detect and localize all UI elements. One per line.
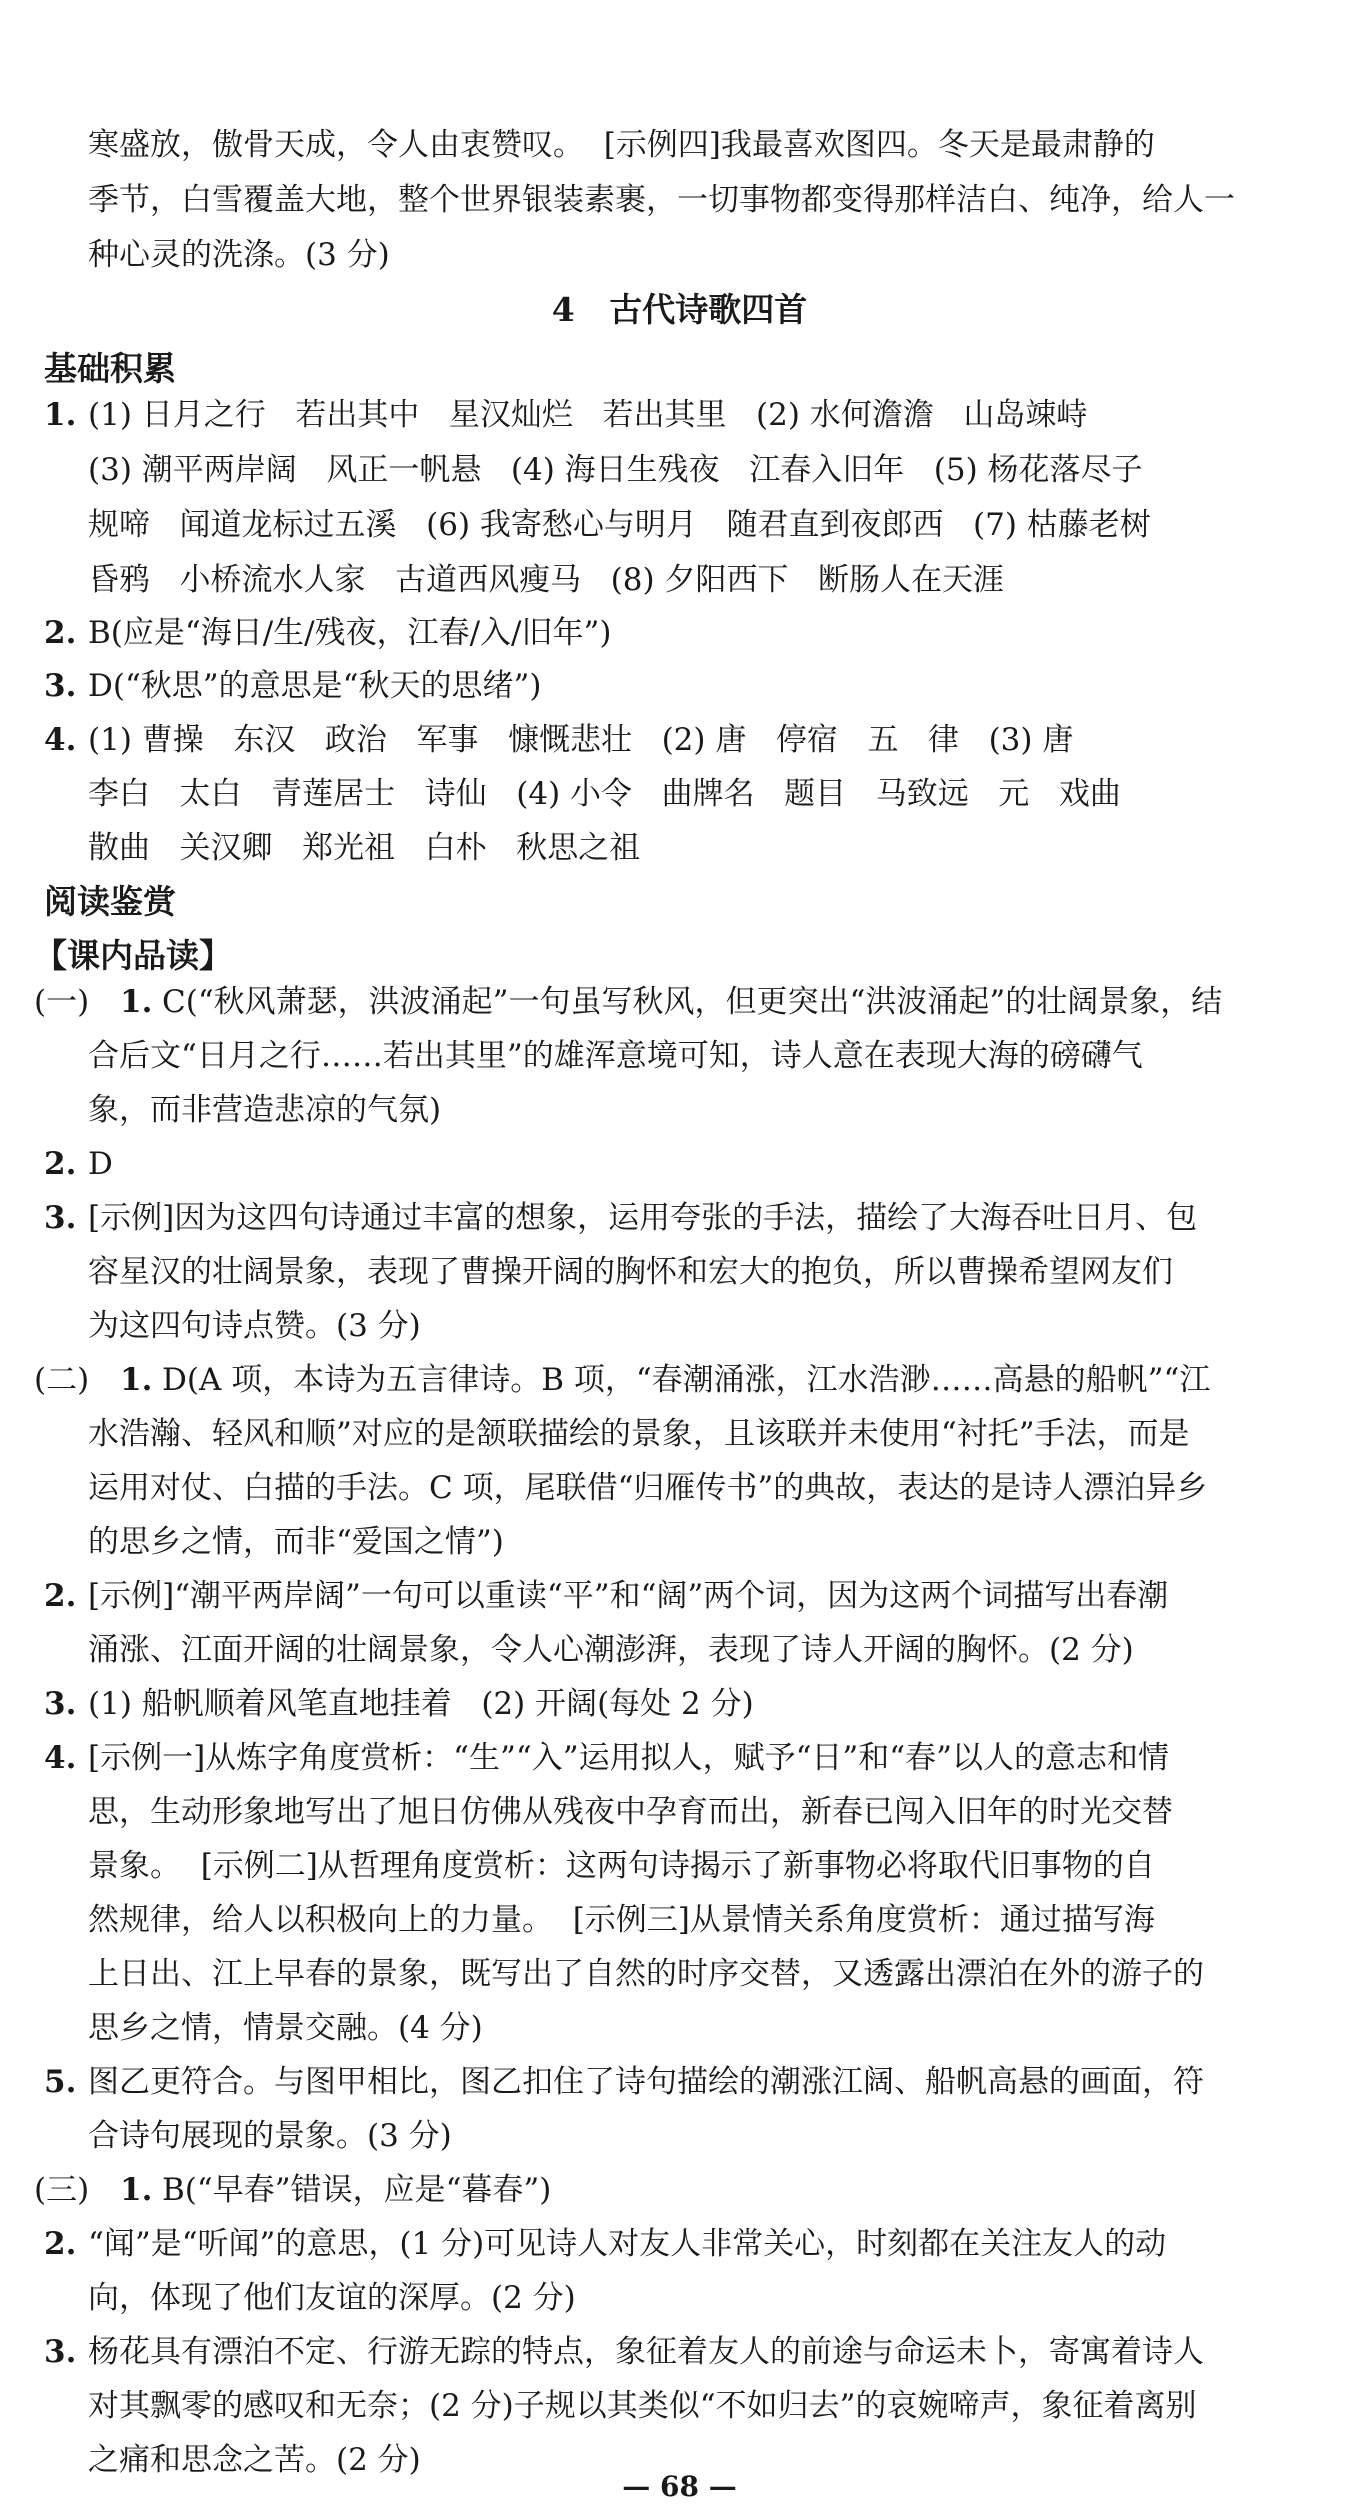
item-number: 2. [44,1146,77,1182]
heading-reading: 阅读鉴赏 [44,882,176,921]
answer-line: C(“秋风萧瑟，洪波涌起”一句虽写秋风，但更突出“洪波涌起”的壮阔景象，结 [162,984,1223,1020]
heading-basic: 基础积累 [44,349,176,388]
answer-line: “闻”是“听闻”的意思，(1 分)可见诗人对友人非常关心，时刻都在关注友人的动 [88,2226,1167,2262]
item-number: 1. [120,1362,153,1398]
answer-line: 向，体现了他们友谊的深厚。(2 分) [88,2280,576,2316]
item-number: 3. [44,2334,77,2370]
item-number: 2. [44,615,77,651]
answer-line: 上日出、江上早春的景象，既写出了自然的时序交替，又透露出漂泊在外的游子的 [88,1956,1204,1992]
answer-line: 之痛和思念之苦。(2 分) [88,2442,421,2478]
answer-line: 水浩瀚、轻风和顺”对应的是颔联描绘的景象，且该联并未使用“衬托”手法，而是 [88,1416,1190,1452]
answer-line: 合后文“日月之行……若出其里”的雄浑意境可知，诗人意在表现大海的磅礴气 [88,1038,1143,1074]
intro-line: 种心灵的洗涤。(3 分) [88,237,390,273]
answer-line: 昏鸦 小桥流水人家 古道西风瘦马 (8) 夕阳西下 断肠人在天涯 [88,562,1005,598]
answer-line: D [88,1146,113,1182]
item-number: 3. [44,1200,77,1236]
answer-line: D(“秋思”的意思是“秋天的思绪”) [88,668,542,704]
answer-line: 为这四句诗点赞。(3 分) [88,1308,421,1344]
section-title: 4 古代诗歌四首 [551,290,808,329]
answer-line: B(应是“海日/生/残夜，江春/入/旧年”) [88,615,612,651]
answer-line: D(A 项，本诗为五言律诗。B 项，“春潮涌涨，江水浩渺……高悬的船帆”“江 [162,1362,1211,1398]
answer-line: (1) 曹操 东汉 政治 军事 慷慨悲壮 (2) 唐 停宿 五 律 (3) 唐 [88,722,1074,758]
item-number: 2. [44,1578,77,1614]
answer-line: (1) 船帆顺着风笔直地挂着 (2) 开阔(每处 2 分) [88,1686,754,1722]
item-number: 3. [44,1686,77,1722]
item-number: 1. [44,397,77,433]
answer-line: 象，而非营造悲凉的气氛) [88,1092,442,1128]
answer-line: 涌涨、江面开阔的壮阔景象，令人心潮澎湃，表现了诗人开阔的胸怀。(2 分) [88,1632,1134,1668]
answer-line: [示例]“潮平两岸阔”一句可以重读“平”和“阔”两个词，因为这两个词描写出春潮 [88,1578,1169,1614]
item-number: 4. [44,722,77,758]
intro-line: 寒盛放，傲骨天成，令人由衷赞叹。 [示例四]我最喜欢图四。冬天是最肃静的 [88,127,1155,163]
item-number: 4. [44,1740,77,1776]
answer-line: 对其飘零的感叹和无奈；(2 分)子规以其类似“不如归去”的哀婉啼声，象征着离别 [88,2388,1197,2424]
group-prefix: (一) [34,984,90,1020]
answer-line: 杨花具有漂泊不定、行游无踪的特点，象征着友人的前途与命运未卜，寄寓着诗人 [88,2334,1204,2370]
answer-line: [示例一]从炼字角度赏析：“生”“入”运用拟人，赋予“日”和“春”以人的意志和情 [88,1740,1169,1776]
item-number: 1. [120,984,153,1020]
item-number: 3. [44,668,77,704]
answer-line: [示例]因为这四句诗通过丰富的想象，运用夸张的手法，描绘了大海吞吐日月、包 [88,1200,1198,1236]
answer-line: 思乡之情，情景交融。(4 分) [88,2010,483,2046]
answer-line: 思，生动形象地写出了旭日仿佛从残夜中孕育而出，新春已闯入旧年的时光交替 [88,1794,1173,1830]
answer-line: B(“早春”错误，应是“暮春”) [162,2172,552,2208]
heading-in-class: 【课内品读】 [34,936,232,975]
item-number: 1. [120,2172,153,2208]
intro-line: 季节，白雪覆盖大地，整个世界银装素裹，一切事物都变得那样洁白、纯净，给人一 [88,182,1235,218]
answer-line: 然规律，给人以积极向上的力量。 [示例三]从景情关系角度赏析：通过描写海 [88,1902,1155,1938]
answer-line: 规啼 闻道龙标过五溪 (6) 我寄愁心与明月 随君直到夜郎西 (7) 枯藤老树 [88,507,1151,543]
item-number: 2. [44,2226,77,2262]
answer-line: 的思乡之情，而非“爱国之情”) [88,1524,504,1560]
answer-line: (3) 潮平两岸阔 风正一帆悬 (4) 海日生残夜 江春入旧年 (5) 杨花落尽子 [88,452,1143,488]
answer-line: 景象。 [示例二]从哲理角度赏析：这两句诗揭示了新事物必将取代旧事物的自 [88,1848,1155,1884]
answer-line: 图乙更符合。与图甲相比，图乙扣住了诗句描绘的潮涨江阔、船帆高悬的画面，符 [88,2064,1204,2100]
group-prefix: (三) [34,2172,90,2208]
answer-line: 李白 太白 青莲居士 诗仙 (4) 小令 曲牌名 题目 马致远 元 戏曲 [88,776,1121,812]
answer-line: 合诗句展现的景象。(3 分) [88,2118,452,2154]
answer-line: 运用对仗、白描的手法。C 项，尾联借“归雁传书”的典故，表达的是诗人漂泊异乡 [88,1470,1208,1506]
item-number: 5. [44,2064,77,2100]
group-prefix: (二) [34,1362,90,1398]
answer-line: 散曲 关汉卿 郑光祖 白朴 秋思之祖 [88,830,641,866]
answer-line: (1) 日月之行 若出其中 星汉灿烂 若出其里 (2) 水何澹澹 山岛竦峙 [88,397,1088,433]
answer-line: 容星汉的壮阔景象，表现了曹操开阔的胸怀和宏大的抱负，所以曹操希望网友们 [88,1254,1173,1290]
page-number: — 68 — [622,2470,737,2503]
